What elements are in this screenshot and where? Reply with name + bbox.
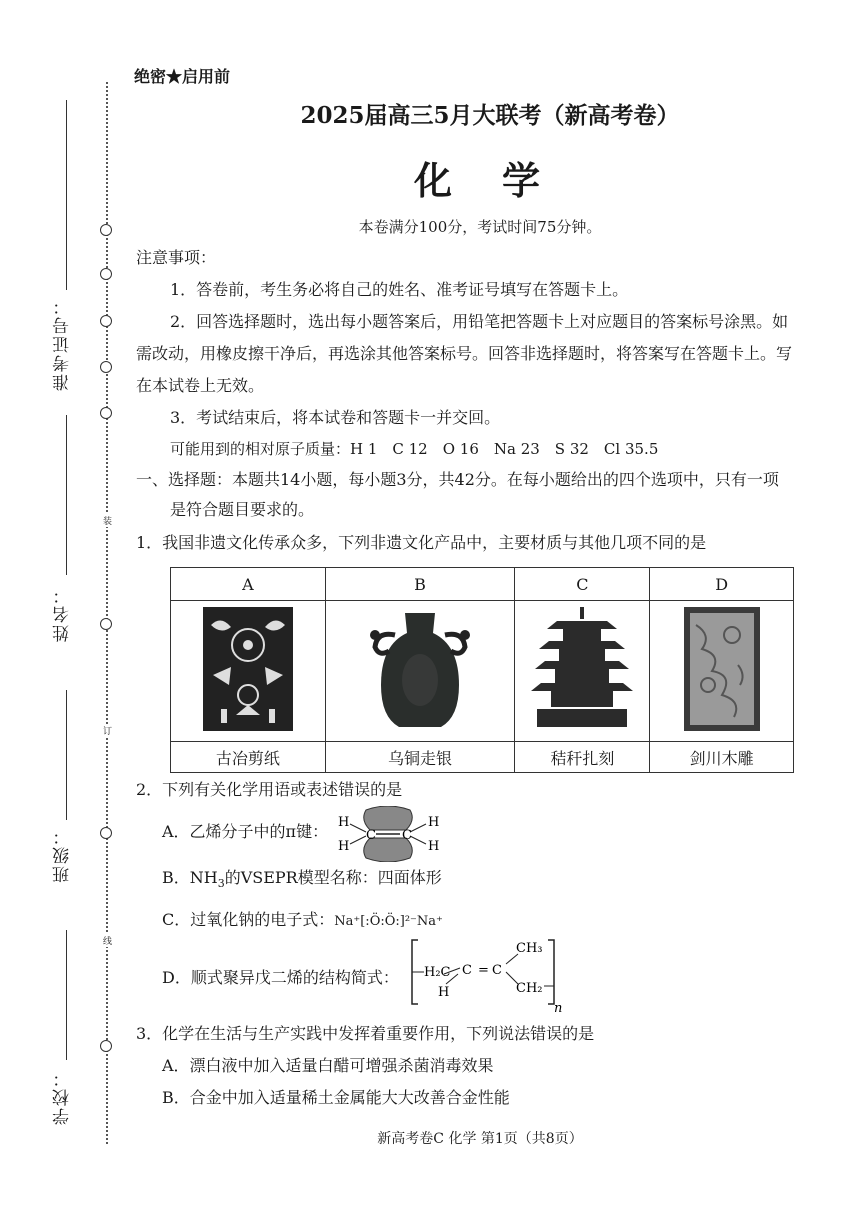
page-footer: 新高考卷C 化学 第1页（共8页） bbox=[377, 1131, 583, 1147]
q1-options-table bbox=[170, 567, 794, 773]
repeat-n: n bbox=[554, 1001, 563, 1012]
q3-stem: 3．化学在生活与生产实践中发挥着重要作用，下列说法错误的是 bbox=[136, 1024, 595, 1043]
q2-option-b bbox=[162, 868, 442, 894]
exam-title: 2025届高三5月大联考（新高考卷） bbox=[300, 102, 680, 129]
exam-no-label: 准考证号： bbox=[53, 296, 73, 391]
binding-circle bbox=[100, 827, 112, 839]
option-caption: 剑川木雕 bbox=[650, 742, 794, 773]
note-item: 在本试卷上无效。 bbox=[136, 376, 265, 395]
q2-option-d: D．顺式聚异戊二烯的结构简式： bbox=[162, 968, 399, 987]
atom-c: C bbox=[492, 963, 502, 978]
school-label: 学校： bbox=[53, 1068, 73, 1125]
option-caption: 秸秆扎刻 bbox=[515, 742, 650, 773]
q2-option-b-rest: 的VSEPR模型名称：四面体形 bbox=[224, 868, 442, 887]
atom-c: C bbox=[402, 828, 412, 843]
binding-circle bbox=[100, 618, 112, 630]
group-h2c: H₂C bbox=[424, 965, 451, 980]
class-line bbox=[66, 690, 67, 820]
option-header: C bbox=[515, 568, 650, 601]
note-item: 3．考试结束后，将本试卷和答题卡一并交回。 bbox=[170, 408, 501, 427]
atom-h: H bbox=[338, 815, 350, 830]
secret-label: 绝密★启用前 bbox=[134, 67, 231, 86]
q2-option-b-prefix: B．NH bbox=[162, 868, 218, 887]
section1-heading: 一、选择题：本题共14小题，每小题3分，共42分。在每小题给出的四个选项中，只有一项 bbox=[136, 470, 779, 489]
q2-option-a: A．乙烯分子中的π键： bbox=[162, 822, 329, 841]
score-info: 本卷满分100分，考试时间75分钟。 bbox=[358, 218, 602, 236]
binding-circle bbox=[100, 315, 112, 327]
q3-option-b: B．合金中加入适量稀土金属能大大改善合金性能 bbox=[162, 1088, 510, 1107]
option-header: D bbox=[650, 568, 794, 601]
atom-c: C bbox=[366, 828, 376, 843]
binding-circle bbox=[100, 268, 112, 280]
binding-circle bbox=[100, 407, 112, 419]
section1-heading-cont: 是符合题目要求的。 bbox=[170, 500, 315, 519]
option-header: A bbox=[171, 568, 326, 601]
name-label: 姓名： bbox=[53, 585, 73, 642]
group-ch3: CH₃ bbox=[516, 941, 543, 956]
notes-heading: 注意事项： bbox=[136, 248, 217, 267]
atom-h: H bbox=[428, 815, 440, 830]
name-line bbox=[66, 415, 67, 575]
q1-stem: 1．我国非遗文化传承众多，下列非遗文化产品中，主要材质与其他几项不同的是 bbox=[136, 533, 707, 552]
wood-carving-image bbox=[650, 601, 794, 742]
school-line bbox=[66, 930, 67, 1060]
note-item: 1．答卷前，考生务必将自己的姓名、准考证号填写在答题卡上。 bbox=[170, 280, 629, 299]
atom-h: H bbox=[428, 839, 440, 854]
option-caption: 古冶剪纸 bbox=[171, 742, 326, 773]
papercut-image bbox=[171, 601, 326, 742]
q2-option-b-subscript: 3 bbox=[217, 877, 225, 891]
bronze-vase-image bbox=[325, 601, 515, 742]
atom-h: H bbox=[338, 839, 350, 854]
subject-title: 化 学 bbox=[413, 158, 546, 203]
option-header: B bbox=[325, 568, 515, 601]
straw-pagoda-image bbox=[515, 601, 650, 742]
group-ch2: CH₂ bbox=[516, 981, 543, 996]
atom-h: H bbox=[438, 985, 450, 1000]
double-bond: = bbox=[478, 963, 489, 978]
q2-option-c-label: C．过氧化钠的电子式： bbox=[162, 910, 335, 929]
atom-c: C bbox=[462, 963, 472, 978]
binding-circle bbox=[100, 1040, 112, 1052]
q2-option-c bbox=[162, 910, 443, 932]
binding-dotted-line bbox=[106, 82, 108, 1144]
q3-option-a: A．漂白液中加入适量白醋可增强杀菌消毒效果 bbox=[162, 1056, 494, 1075]
note-item: 需改动，用橡皮擦干净后，再选涂其他答案标号。回答非选择题时，将答案写在答题卡上。写 bbox=[136, 344, 793, 363]
ethylene-pi-bond-diagram bbox=[336, 806, 442, 862]
binding-mark-xian: 线 bbox=[103, 934, 112, 947]
cis-polyisoprene-structure bbox=[408, 936, 568, 1012]
binding-circle bbox=[100, 361, 112, 373]
q2-stem: 2．下列有关化学用语或表述错误的是 bbox=[136, 780, 403, 799]
note-item: 2．回答选择题时，选出每小题答案后，用铅笔把答题卡上对应题目的答案标号涂黑。如 bbox=[170, 312, 789, 331]
binding-mark-zhuang: 装 bbox=[103, 514, 112, 527]
class-label: 班级： bbox=[53, 826, 73, 883]
atomic-mass-info: 可能用到的相对原子质量：H 1 C 12 O 16 Na 23 S 32 Cl 35.5 bbox=[170, 440, 659, 458]
sodium-peroxide-electron-formula: Na⁺[:Ö:Ö:]²⁻Na⁺ bbox=[334, 914, 443, 929]
option-caption: 乌铜走银 bbox=[325, 742, 515, 773]
binding-mark-ding: 订 bbox=[103, 724, 112, 737]
